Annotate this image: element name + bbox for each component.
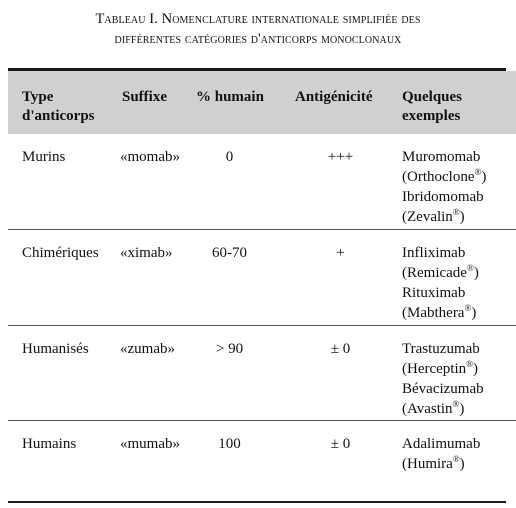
example-brand: (Humira®) — [402, 454, 465, 472]
suffix-text: «zumab» — [120, 341, 175, 357]
example-drug: Ibridomomab — [402, 189, 484, 205]
table-body — [8, 134, 516, 488]
antigenicity-text: ± 0 — [330, 436, 351, 452]
type-text: Chimériques — [22, 245, 99, 261]
cell-human-percent — [196, 134, 293, 230]
cell-human-percent — [196, 230, 293, 326]
nomenclature-table — [8, 68, 506, 503]
header-examples — [398, 71, 516, 134]
table-row — [8, 134, 516, 230]
registered-mark: ® — [452, 207, 460, 217]
header-examples-line-2: exemples — [402, 108, 461, 124]
cell-suffix — [120, 230, 196, 326]
table-row — [8, 421, 516, 489]
antigenicity-text: + — [336, 245, 345, 261]
table-caption — [0, 9, 516, 49]
cell-suffix — [120, 326, 196, 421]
example-brand: (Mabthera®) — [402, 303, 477, 321]
suffix-text: «momab» — [120, 149, 180, 165]
example-drug: Bévacizumab — [402, 381, 484, 397]
header-examples-line-1: Quelques — [402, 89, 463, 105]
header-type-line-1: Type — [22, 89, 54, 105]
cell-antigenicity — [293, 421, 398, 489]
header-row — [8, 71, 516, 134]
example-brand: (Orthoclone®) — [402, 167, 487, 185]
cell-type — [8, 230, 120, 326]
cell-type — [8, 134, 120, 230]
table — [8, 71, 516, 488]
example-drug: Rituximab — [402, 285, 466, 301]
caption-line-2: différentes catégories d'anticorps monoclonaux — [114, 31, 402, 47]
example-brand: (Herceptin®) — [402, 359, 478, 377]
suffix-text: «mumab» — [120, 436, 180, 452]
example-drug: Muromomab — [402, 149, 481, 165]
cell-antigenicity — [293, 134, 398, 230]
example-drug: Adalimumab — [402, 436, 481, 452]
cell-examples — [398, 421, 516, 489]
table-row — [8, 326, 516, 421]
cell-human-percent — [196, 421, 293, 489]
cell-suffix — [120, 134, 196, 230]
table-header — [8, 71, 516, 134]
type-text: Humanisés — [22, 341, 89, 357]
registered-mark: ® — [452, 454, 460, 464]
human-percent-text: > 90 — [215, 341, 244, 357]
cell-human-percent — [196, 326, 293, 421]
cell-suffix — [120, 421, 196, 489]
antigenicity-text: ± 0 — [330, 341, 351, 357]
cell-examples — [398, 326, 516, 421]
registered-mark: ® — [466, 359, 473, 369]
human-percent-text: 0 — [225, 149, 234, 165]
antigenicity-text: +++ — [327, 149, 354, 165]
type-text: Murins — [22, 149, 66, 165]
human-percent-text: 60-70 — [212, 245, 247, 261]
header-type — [8, 71, 120, 134]
cell-antigenicity — [293, 230, 398, 326]
type-text: Humains — [22, 436, 77, 452]
cell-examples — [398, 134, 516, 230]
example-drug: Trastuzumab — [402, 341, 480, 357]
header-type-line-2: d'anticorps — [22, 108, 95, 124]
cell-antigenicity — [293, 326, 398, 421]
example-drug: Infliximab — [402, 245, 466, 261]
cell-type — [8, 421, 120, 489]
caption-line-1: Tableau I. Nomenclature internationale simplifiée des — [95, 11, 421, 27]
registered-mark: ® — [452, 399, 460, 409]
example-brand: (Remicade®) — [402, 263, 479, 281]
registered-mark: ® — [464, 303, 472, 313]
cell-type — [8, 326, 120, 421]
table-row — [8, 230, 516, 326]
example-brand: (Avastin®) — [402, 399, 465, 417]
header-suffix: Suffixe — [122, 89, 167, 105]
suffix-text: «ximab» — [120, 245, 173, 261]
human-percent-text: 100 — [218, 436, 241, 452]
header-antigenicity: Antigénicité — [295, 89, 373, 105]
cell-examples — [398, 230, 516, 326]
registered-mark: ® — [474, 167, 482, 177]
example-brand: (Zevalin®) — [402, 207, 465, 225]
registered-mark: ® — [466, 263, 474, 273]
header-human-percent: % humain — [196, 89, 264, 105]
